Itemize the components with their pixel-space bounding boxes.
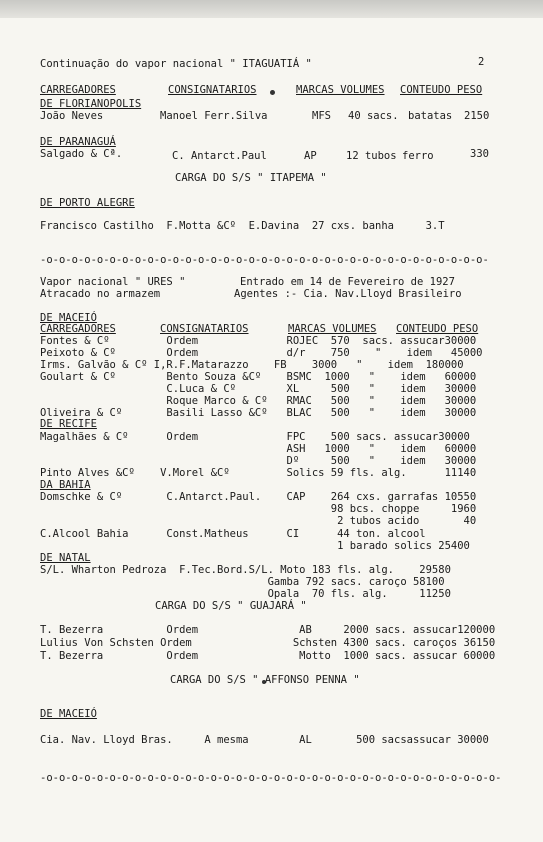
docked-at: Atracado no armazem [40, 288, 161, 300]
cargo-row: Lulius Von Schsten Ordem Schsten 4300 sacs. caroços 36150 [40, 637, 496, 649]
cargo-row: Irms. Galvão & Cº I,R.F.Matarazzo FB 3000 " idem 180000 [40, 359, 464, 371]
cargo-row: Magalhães & Cº Ordem FPC 500 sacs. assucar30000 [40, 431, 470, 443]
origin-bahia: DA BAHIA [40, 479, 91, 491]
row-consignee: Manoel Ferr.Silva [160, 110, 268, 122]
cargo-row: ASH 1000 " idem 60000 [40, 443, 477, 455]
page-number: 2 [478, 56, 485, 68]
row-content: ferro [402, 150, 434, 162]
cargo-row: 2 tubos acido 40 [40, 515, 477, 527]
col-carregadores: CARREGADORES [40, 323, 116, 335]
origin-paranagua: DE PARANAGUÁ [40, 136, 116, 148]
origin-recife: DE RECIFE [40, 418, 97, 430]
cargo-row: Goulart & Cº Bento Souza &Cº BSMC 1000 " idem 60000 [40, 371, 477, 383]
row-content: batatas [408, 110, 453, 122]
entry-date: Entrado em 14 de Fevereiro de 1927 [240, 276, 455, 288]
origin-natal: DE NATAL [40, 552, 91, 564]
cargo-row: Francisco Castilho F.Motta &Cº E.Davina 27 cxs. banha 3.T [40, 220, 445, 232]
row-weight: 330 [470, 148, 489, 160]
col-marcas-volumes: MARCAS VOLUMES [296, 84, 385, 96]
cargo-row: Peixoto & Cº Ordem d/r 750 " idem 45000 [40, 347, 483, 359]
cargo-row: Oliveira & Cº Basili Lasso &Cº BLAC 500 " idem 30000 [40, 407, 477, 419]
vapor-name: Vapor nacional " URES " [40, 276, 186, 288]
divider-line: -o-o-o-o-o-o-o-o-o-o-o-o-o-o-o-o-o-o-o-o-o-o-o-o-o-o-o-o-o-o-o-o-o-o-o- [40, 254, 489, 266]
agents: Agentes :- Cia. Nav.Lloyd Brasileiro [234, 288, 462, 300]
cargo-row: C.Alcool Bahia Const.Matheus CI 44 ton. alcool [40, 528, 426, 540]
row-volumes: 40 sacs. [348, 110, 399, 122]
row-consignee: C. Antarct.Paul [172, 150, 267, 162]
footer-divider: -o-o-o-o-o-o-o-o-o-o-o-o-o-o-o-o-o-o-o-o-o-o-o-o-o-o-o-o-o-o-o-o-o-o-o-o- [40, 772, 502, 784]
cargo-row: Pinto Alves &Cº V.Morel &Cº Solics 59 fls. alg. 11140 [40, 467, 477, 479]
cargo-row: Roque Marco & Cº RMAC 500 " idem 30000 [40, 395, 477, 407]
col-consignatarios: CONSIGNATARIOS [168, 84, 257, 96]
section-heading: CARGA DO S/S " GUAJARÁ " [155, 600, 307, 612]
cargo-row: Opala 70 fls. alg. 11250 [40, 588, 451, 600]
col-consignatarios: CONSIGNATARIOS [160, 323, 249, 335]
cargo-row: Cia. Nav. Lloyd Bras. A mesma AL 500 sacsassucar 30000 [40, 734, 489, 746]
cargo-row: Domschke & Cº C.Antarct.Paul. CAP 264 cxs. garrafas 10550 [40, 491, 477, 503]
cargo-row: C.Luca & Cº XL 500 " idem 30000 [40, 383, 477, 395]
col-conteudo-peso: CONTEUDO PESO [400, 84, 483, 96]
cargo-row: 98 bcs. choppe 1960 [40, 503, 477, 515]
row-shipper: Salgado & Cª. [40, 148, 123, 160]
origin-florianopolis: DE FLORIANOPOLIS [40, 98, 142, 110]
document-title: Continuação do vapor nacional " ITAGUATIÁ " [40, 58, 312, 70]
section-heading: CARGA DO S/S " AFFONSO PENNA " [170, 674, 360, 686]
origin-porto-alegre: DE PORTO ALEGRE [40, 197, 135, 209]
cargo-row: T. Bezerra Ordem Motto 1000 sacs. assucar 60000 [40, 650, 496, 662]
row-mark: AP [304, 150, 317, 162]
cargo-row: Dº 500 " idem 30000 [40, 455, 477, 467]
col-carregadores: CARREGADORES [40, 84, 116, 96]
cargo-row: Gamba 792 sacs. caroço 58100 [40, 576, 445, 588]
cargo-row: S/L. Wharton Pedroza F.Tec.Bord.S/L. Moto 183 fls. alg. 29580 [40, 564, 451, 576]
cargo-row: T. Bezerra Ordem AB 2000 sacs. assucar120000 [40, 624, 496, 636]
cargo-row: Fontes & Cº Ordem ROJEC 570 sacs. assucar30000 [40, 335, 477, 347]
origin-maceio: DE MACEIÓ [40, 708, 97, 720]
row-mark: MFS [312, 110, 331, 122]
col-marcas-volumes: MARCAS VOLUMES [288, 323, 377, 335]
cargo-row: 1 barado solics 25400 [40, 540, 470, 552]
punch-dot [270, 90, 275, 95]
row-weight: 2150 [464, 110, 490, 122]
row-shipper: João Neves [40, 110, 104, 122]
col-conteudo-peso: CONTEUDO PESO [396, 323, 479, 335]
origin-maceio: DE MACEIÓ [40, 312, 97, 324]
row-volumes: 12 tubos [346, 150, 397, 162]
scan-top-edge [0, 0, 543, 18]
section-heading: CARGA DO S/S " ITAPEMA " [175, 172, 327, 184]
